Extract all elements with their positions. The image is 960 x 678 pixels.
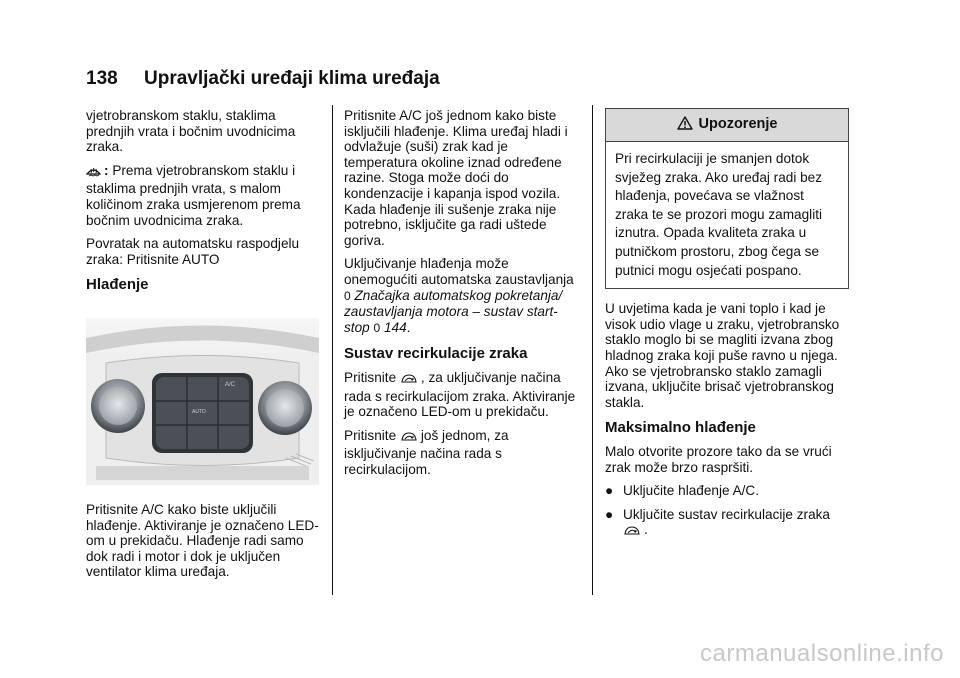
column-left (86, 108, 324, 301)
section-heading: Sustav recirkulacije zraka (344, 345, 528, 363)
column-divider (332, 105, 333, 595)
list-item-text: Uključite sustav recirkulacije zraka (623, 506, 830, 522)
page-number: 138 (86, 68, 118, 89)
ac-button-label: A/C (225, 382, 236, 388)
reference-page-number[interactable]: 144 (383, 319, 407, 335)
paragraph: vjetrobranskom staklu, staklima prednjih vrata i bočnim uvodnicima zraka. (86, 108, 296, 155)
warning-box (605, 108, 849, 289)
paragraph-text: Pritisnite (344, 427, 397, 443)
windshield-defrost-icon (86, 165, 101, 182)
paragraph: Uključivanje hlađenja može onemogućiti automatska zaustavljanja 0 Značajka automatskog pokretanja/ zaustavljanja motora – sustav start-stop 0 144. (344, 256, 574, 335)
watermark: carmanualsonline.info (700, 640, 944, 667)
photo-caption: Pritisnite A/C kako biste uključili hlađenje. Aktiviranje je označeno LED-om u prekidaču. Hlađenje radi samo dok radi i motor i dok je uključen ventilator klima uređaja. (86, 502, 319, 580)
page-title: Upravljački uređaji klima uređaja (144, 68, 440, 89)
warning-header (606, 109, 848, 142)
paragraph-text: Prema vjetrobranskom staklu i staklima prednjih vrata, s malom količinom zraka usmjerenom prema bočnim uvodnicima zraka. (86, 162, 301, 228)
warning-triangle-icon (677, 116, 693, 135)
column-middle (344, 108, 582, 485)
list-item (605, 507, 849, 541)
paragraph (344, 370, 582, 420)
page-reference-icon: 0 (373, 320, 381, 335)
list-item-text: Uključite hlađenje A/C. (623, 483, 760, 499)
paragraph: Malo otvorite prozore tako da se vrući zrak može brzo raspršiti. (605, 443, 832, 475)
warning-title: Upozorenje (698, 116, 778, 133)
climate-panel-photo (86, 318, 319, 485)
paragraph: U uvjetima kada je vani toplo i kad je visok udio vlage u zraku, vjetrobransko staklo moglo bi se magliti izvana zbog hladnog zraka koji puše ravno u njega. Ako se vjetrobransko staklo zamagli izvana, uključite brisač vjetrobranskog stakla. (605, 301, 840, 410)
page-reference-icon: 0 (344, 288, 351, 303)
paragraph: Povratak na automatsku raspodjelu zraka: Pritisnite AUTO (86, 236, 300, 267)
paragraph-text: , za uključivanje načina rada s recirkulacijom zraka. Aktiviranje je označeno LED-om u prekidaču. (344, 369, 576, 420)
column-divider (592, 105, 593, 595)
air-recirculation-icon (400, 431, 418, 447)
auto-button-label: AUTO (192, 409, 206, 415)
warning-text: Pri recirkulaciji je smanjen dotok svježeg zraka. Ako uređaj radi bez hlađenja, povećava se vlažnost zraka te se prozori mogu zamagliti iznutra. Opada kvaliteta zraka u putničkom prostoru, zbog čega se putnici mogu osjećati pospano. (615, 151, 823, 278)
air-recirculation-icon (400, 373, 418, 389)
bullet-icon: ● (605, 483, 614, 499)
paragraph-text: Uključivanje hlađenja može onemogućiti automatska zaustavljanja (344, 256, 574, 287)
section-heading: Maksimalno hlađenje (605, 419, 756, 437)
page-header (86, 68, 876, 98)
list-item (605, 483, 849, 499)
section-heading: Hlađenje (86, 276, 149, 294)
list-item-text: . (644, 522, 648, 538)
paragraph-text: još jednom, za isključivanje načina rada s recirkulacijom. (344, 427, 509, 477)
air-recirculation-icon (623, 525, 641, 541)
label-colon: : (104, 162, 109, 178)
paragraph (86, 163, 324, 228)
paragraph-text: Pritisnite (344, 369, 397, 385)
paragraph (344, 428, 582, 478)
bullet-icon: ● (605, 506, 614, 522)
cross-reference-link[interactable]: Značajka automatskog pokretanja/ zaustavljanja motora – sustav start-stop (344, 287, 563, 335)
column-right (605, 108, 849, 549)
paragraph: Pritisnite A/C još jednom kako biste isključili hlađenje. Klima uređaj hladi i odvlažuje (suši) zrak kad je temperatura okoline iznad određene razine. Stoga može doći do kondenzacije i kapanja ispod vozila. Kada hlađenje ili sušenje zraka nije potrebno, isključite ga radi uštede goriva. (344, 108, 568, 248)
